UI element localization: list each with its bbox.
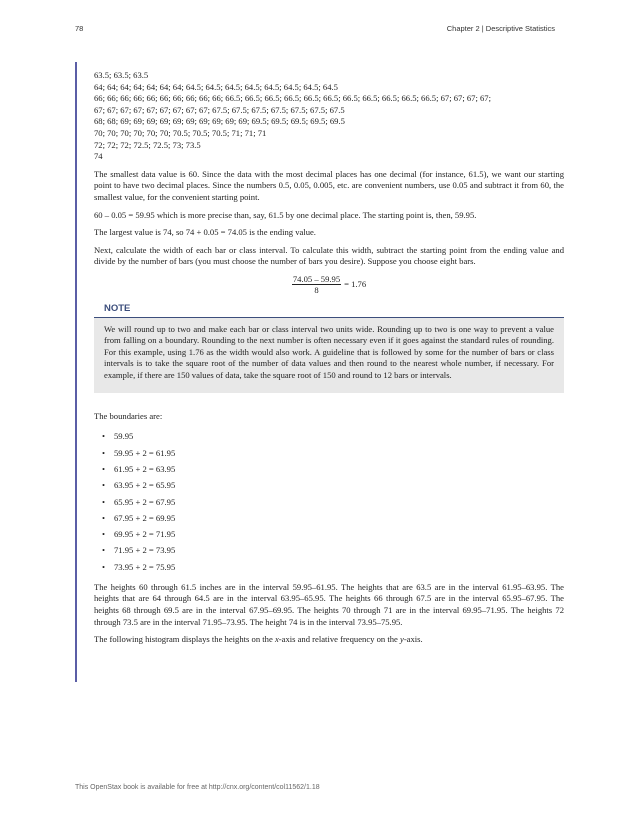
boundary-value: 71.95 + 2 = 73.95 bbox=[114, 545, 176, 556]
paragraph-class-width: Next, calculate the width of each bar or class interval. To calculate this width, subtract the starting point from the ending value and divide by the number of bars (you must choose the number of bars you desire). Suppose you choose eight bars. bbox=[94, 244, 564, 267]
footer-attribution: This OpenStax book is available for free at http://cnx.org/content/col11562/1.18 bbox=[75, 784, 320, 791]
list-item bbox=[94, 429, 564, 445]
data-line: 63.5; 63.5; 63.5 bbox=[94, 70, 149, 80]
y-axis-variable: y bbox=[399, 634, 404, 645]
formula-result: = 1.76 bbox=[344, 278, 367, 289]
x-axis-variable: x bbox=[274, 634, 279, 645]
data-line: 74 bbox=[94, 151, 103, 162]
bullet: • bbox=[102, 464, 106, 474]
list-item bbox=[94, 478, 564, 494]
data-line: 66; 66; 66; 66; 66; 66; 66; 66; 66; 66; 66.5; 66.5; 66.5; 66.5; 66.5; 66.5; 66.5; 66.5; 66.5; 66.5; 66.5; 67; 67; 67; 67; bbox=[94, 93, 491, 104]
paragraph-smallest-value: The smallest data value is 60. Since the data with the most decimal places has one decimal (for instance, 61.5), we want our starting point to have two decimal places. Since the numbers 0.5, 0.05, 0.005, etc. are convenient numbers, use 0.05 and subtract it from 60, the smallest value, for the convenient starting point. bbox=[94, 168, 564, 202]
page-content bbox=[94, 70, 564, 652]
list-item bbox=[94, 559, 564, 575]
data-line: 72; 72; 72; 72.5; 72.5; 73; 73.5 bbox=[94, 139, 201, 150]
boundary-value: 59.95 bbox=[114, 431, 134, 442]
formula-denominator: 8 bbox=[314, 284, 319, 295]
width-formula bbox=[94, 274, 564, 295]
data-line: 64; 64; 64; 64; 64; 64; 64; 64.5; 64.5; 64.5; 64.5; 64.5; 64.5; 64.5; 64.5 bbox=[94, 81, 338, 92]
boundary-value: 67.95 + 2 = 69.95 bbox=[114, 512, 176, 523]
data-line: 68; 68; 69; 69; 69; 69; 69; 69; 69; 69; 69; 69; 69.5; 69.5; 69.5; 69.5; 69.5 bbox=[94, 116, 345, 127]
paragraph-histogram-intro bbox=[94, 634, 564, 646]
boundary-value: 69.95 + 2 = 71.95 bbox=[114, 529, 176, 540]
note-box bbox=[94, 301, 564, 394]
section-margin-bar bbox=[75, 62, 77, 682]
boundary-value: 73.95 + 2 = 75.95 bbox=[114, 561, 176, 572]
boundary-value: 61.95 + 2 = 63.95 bbox=[114, 464, 176, 474]
closing-text: -axis and relative frequency on the bbox=[278, 634, 400, 645]
note-body: We will round up to two and make each bar or class interval two units wide. Rounding up to two is one way to prevent a value from falling on a boundary. Rounding to the next number is often necessary even if it goes against the standard rules of rounding. For this example, using 1.76 as the width would also work. A guideline that is followed by some for the number of bars or class intervals is to take the square root of the number of data values and then round to the nearest whole number, if necessary. For example, if there are 150 values of data, take the square root of 150 and round to 12 bars or intervals. bbox=[104, 323, 554, 380]
data-line: 67; 67; 67; 67; 67; 67; 67; 67; 67; 67.5; 67.5; 67.5; 67.5; 67.5; 67.5; 67.5 bbox=[94, 104, 345, 115]
list-item bbox=[94, 511, 564, 527]
list-item bbox=[94, 527, 564, 543]
data-listing bbox=[94, 70, 564, 163]
bullet: • bbox=[102, 496, 106, 507]
list-item bbox=[94, 462, 564, 478]
boundary-value: 59.95 + 2 = 61.95 bbox=[114, 447, 176, 458]
closing-text: The following histogram displays the heights on the bbox=[94, 634, 275, 645]
bullet: • bbox=[102, 561, 106, 572]
bullet: • bbox=[102, 512, 106, 523]
boundaries-list bbox=[94, 429, 564, 576]
list-item bbox=[94, 543, 564, 559]
paragraph-boundaries-intro: The boundaries are: bbox=[94, 411, 163, 422]
paragraph-heights-intervals: The heights 60 through 61.5 inches are in the interval 59.95–61.95. The heights that are 63.5 are in the interval 61.95–63.95. The heights that are 64 through 64.5 are in the interval 63.95–65.95. The heights 66 through 67.5 are in the interval 65.95–67.95. The heights 68 through 69.5 are in the interval 67.95–69.95. The heights 70 through 71 are in the interval 69.95–71.95. The heights 72 through 73.5 are in the interval 71.95–73.95. The height 74 is in the interval 73.95–75.95. bbox=[94, 581, 564, 627]
closing-text: -axis. bbox=[403, 634, 423, 645]
bullet: • bbox=[102, 529, 106, 540]
bullet: • bbox=[102, 545, 106, 556]
chapter-title: Chapter 2 | Descriptive Statistics bbox=[446, 24, 555, 33]
list-item bbox=[94, 445, 564, 461]
boundary-value: 65.95 + 2 = 67.95 bbox=[114, 496, 176, 507]
note-title: NOTE bbox=[94, 301, 564, 318]
boundary-value: 63.95 + 2 = 65.95 bbox=[114, 480, 176, 491]
paragraph-starting-point: 60 – 0.05 = 59.95 which is more precise than, say, 61.5 by one decimal place. The starting point is, then, 59.95. bbox=[94, 209, 477, 220]
bullet: • bbox=[102, 480, 106, 491]
formula-numerator: 74.05 – 59.95 bbox=[292, 273, 341, 284]
paragraph-largest-value: The largest value is 74, so 74 + 0.05 = 74.05 is the ending value. bbox=[94, 227, 316, 238]
bullet: • bbox=[102, 447, 106, 458]
list-item bbox=[94, 494, 564, 510]
data-line: 70; 70; 70; 70; 70; 70; 70.5; 70.5; 70.5; 71; 71; 71 bbox=[94, 127, 267, 138]
page-number: 78 bbox=[75, 24, 84, 33]
bullet: • bbox=[102, 431, 106, 442]
